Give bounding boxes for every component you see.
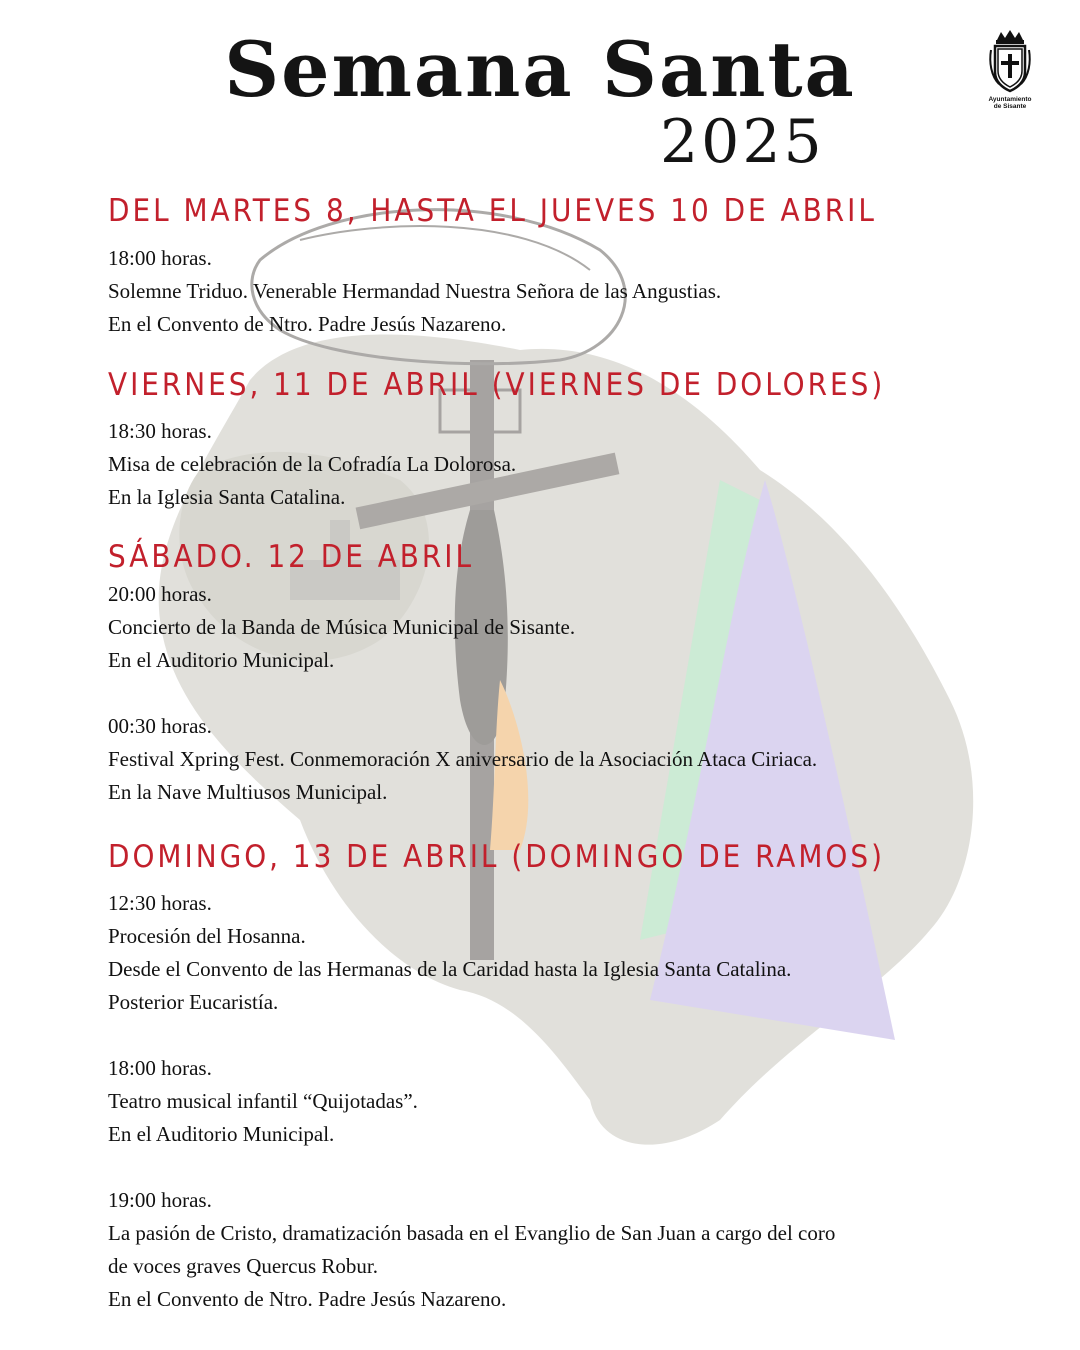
event-line: En la Iglesia Santa Catalina. <box>108 485 346 509</box>
event-line: En el Convento de Ntro. Padre Jesús Nazareno. <box>108 1287 507 1311</box>
event-line: 00:30 horas. <box>108 714 212 738</box>
event-line: 18:30 horas. <box>108 419 212 443</box>
town-crest <box>982 28 1038 110</box>
event-line: Solemne Triduo. Venerable Hermandad Nuestra Señora de las Angustias. <box>108 279 722 303</box>
event-line: 19:00 horas. <box>108 1188 212 1212</box>
event-line: 12:30 horas. <box>108 891 212 915</box>
event-line: En la Nave Multiusos Municipal. <box>108 780 388 804</box>
event-line: En el Auditorio Municipal. <box>108 1122 335 1146</box>
section-heading: DEL MARTES 8, HASTA EL JUEVES 10 DE ABRIL <box>108 193 877 229</box>
section-heading: DOMINGO, 13 DE ABRIL (DOMINGO DE RAMOS) <box>108 839 885 875</box>
event-line: Desde el Convento de las Hermanas de la Caridad hasta la Iglesia Santa Catalina. <box>108 957 792 981</box>
crest-caption-line2: de Sisante <box>993 103 1027 110</box>
event-line: de voces graves Quercus Robur. <box>108 1254 379 1278</box>
event-line: 20:00 horas. <box>108 582 212 606</box>
section-heading: VIERNES, 11 DE ABRIL (VIERNES DE DOLORES) <box>108 367 886 403</box>
event-line: Festival Xpring Fest. Conmemoración X aniversario de la Asociación Ataca Ciriaca. <box>108 747 818 771</box>
event-line: 18:00 horas. <box>108 246 212 270</box>
event-line: Procesión del Hosanna. <box>108 924 306 948</box>
event-line: La pasión de Cristo, dramatización basada en el Evanglio de San Juan a cargo del coro <box>108 1221 836 1245</box>
event-line: En el Auditorio Municipal. <box>108 648 335 672</box>
event-line: Posterior Eucaristía. <box>108 990 279 1014</box>
event-line: 18:00 horas. <box>108 1056 212 1080</box>
crest-caption-line1: Ayuntamiento <box>988 96 1032 103</box>
event-line: Misa de celebración de la Cofradía La Dolorosa. <box>108 452 517 476</box>
event-line: Teatro musical infantil “Quijotadas”. <box>108 1089 418 1113</box>
event-year: 2025 <box>660 107 825 177</box>
event-title: Semana Santa <box>224 25 856 114</box>
event-line: En el Convento de Ntro. Padre Jesús Nazareno. <box>108 312 507 336</box>
coat-of-arms-icon <box>987 28 1033 94</box>
section-heading: SÁBADO. 12 DE ABRIL <box>108 539 475 575</box>
event-line: Concierto de la Banda de Música Municipal de Sisante. <box>108 615 576 639</box>
